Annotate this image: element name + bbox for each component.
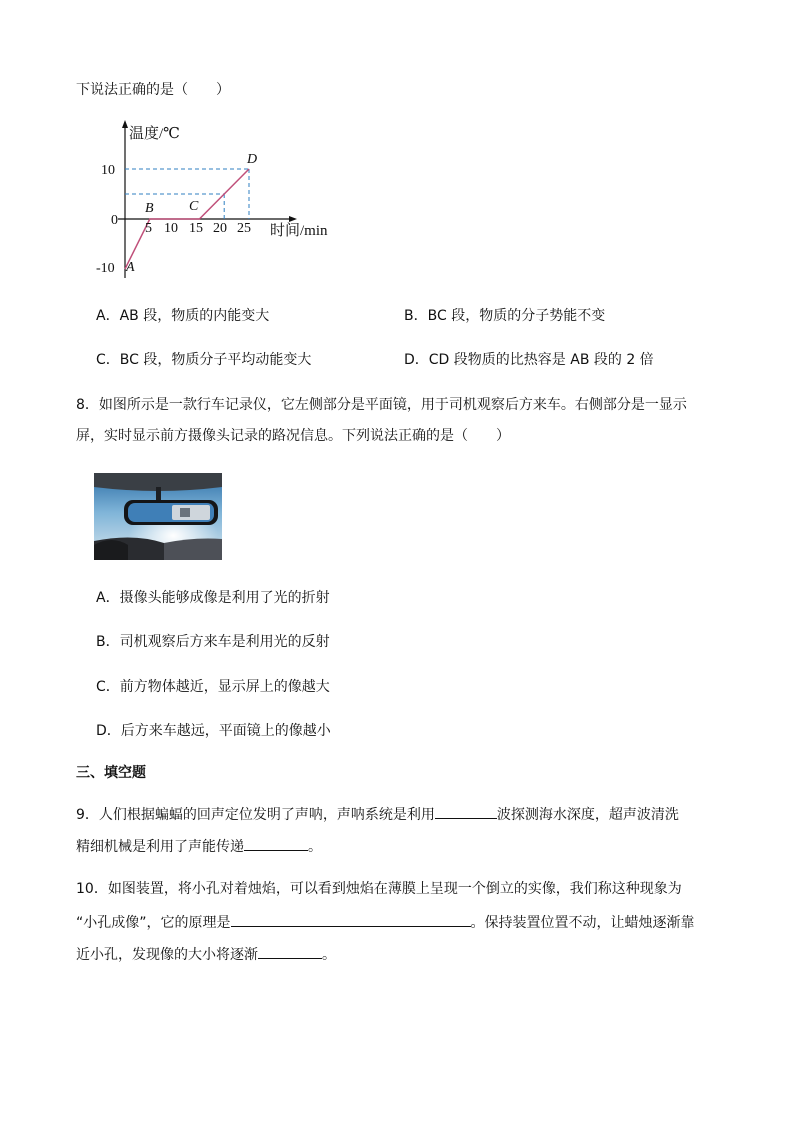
section-heading-fill-in: 三、填空题 <box>76 765 146 781</box>
q7-option-a[interactable]: A．AB 段，物质的内能变大 <box>96 308 270 324</box>
q8-stem-line1: 8．如图所示是一款行车记录仪，它左侧部分是平面镜，用于司机观察后方来车。右侧部分是一显示 <box>76 397 687 413</box>
point-label-c: C <box>189 199 199 214</box>
q7-option-c[interactable]: C．BC 段，物质分子平均动能变大 <box>96 352 312 368</box>
q7-option-b[interactable]: B．BC 段，物质的分子势能不变 <box>404 308 606 324</box>
q10-text-3a: 近小孔，发现像的大小将逐渐 <box>76 947 258 963</box>
q9-blank-2[interactable] <box>244 835 308 851</box>
x-tick-20: 20 <box>213 221 227 236</box>
point-label-a: A <box>126 260 135 275</box>
point-label-d: D <box>247 152 258 167</box>
q10-blank-2[interactable] <box>258 943 322 959</box>
q10-line3 <box>76 943 336 965</box>
q10-text-2b: 。保持装置位置不动，让蜡烛逐渐靠 <box>470 915 695 931</box>
dashcam-mirror-photo <box>94 473 222 560</box>
x-tick-15: 15 <box>189 221 203 236</box>
q9-text-1a: 9．人们根据蝙蝠的回声定位发明了声呐，声呐系统是利用 <box>76 807 435 823</box>
q10-line2 <box>76 911 695 933</box>
x-axis-label: 时间/min <box>270 223 328 239</box>
q10-line1: 10．如图装置，将小孔对着烛焰，可以看到烛焰在薄膜上呈现一个倒立的实像，我们称这种现象为 <box>76 881 682 897</box>
q10-text-3b: 。 <box>322 947 336 963</box>
q9-text-2a: 精细机械是利用了声能传递 <box>76 839 244 855</box>
q10-text-2a: “小孔成像”，它的原理是 <box>76 915 231 931</box>
x-tick-10: 10 <box>164 221 178 236</box>
q9-line1 <box>76 803 679 825</box>
q7-stem: 下说法正确的是（ ） <box>76 82 230 98</box>
x-axis-arrow <box>289 216 297 222</box>
point-label-b: B <box>145 201 154 216</box>
y-tick-neg10: -10 <box>96 261 115 276</box>
x-tick-25: 25 <box>237 221 251 236</box>
temperature-time-graph <box>96 118 346 284</box>
y-tick-10: 10 <box>101 163 115 178</box>
q9-text-2b: 。 <box>308 839 322 855</box>
y-tick-0: 0 <box>111 213 118 228</box>
y-axis-label: 温度/℃ <box>129 126 180 142</box>
q8-option-d[interactable]: D．后方来车越远，平面镜上的像越小 <box>96 723 331 739</box>
q7-option-d[interactable]: D．CD 段物质的比热容是 AB 段的 2 倍 <box>404 352 654 368</box>
q8-option-c[interactable]: C．前方物体越近，显示屏上的像越大 <box>96 679 330 695</box>
q8-stem-line2: 屏，实时显示前方摄像头记录的路况信息。下列说法正确的是（ ） <box>76 428 510 444</box>
q8-option-a[interactable]: A．摄像头能够成像是利用了光的折射 <box>96 590 330 606</box>
q8-option-b[interactable]: B．司机观察后方来车是利用光的反射 <box>96 634 330 650</box>
q10-blank-1[interactable] <box>231 911 471 927</box>
q9-text-1b: 波探测海水深度，超声波清洗 <box>496 807 679 823</box>
q9-blank-1[interactable] <box>435 803 497 819</box>
q9-line2 <box>76 835 322 857</box>
y-axis-arrow <box>122 120 128 128</box>
x-tick-5: 5 <box>145 221 152 236</box>
